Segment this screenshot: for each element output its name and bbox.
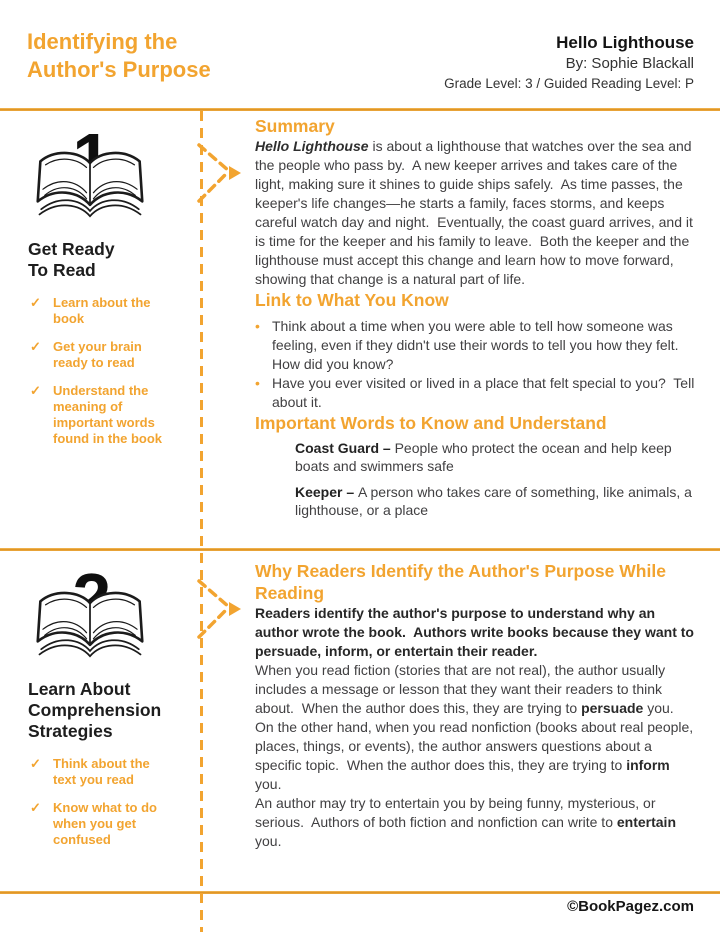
persuade-paragraph (255, 661, 695, 718)
dashed-arrow-icon (196, 142, 244, 204)
paragraph-text: When you read fiction (stories that are not real), the author usually includes a message or lesson that they want their readers to think about. When the author does this, they are trying to (255, 662, 669, 716)
section2-content (255, 555, 698, 851)
check-icon: ✓ (30, 295, 41, 310)
section1-checklist (27, 295, 197, 447)
checklist-item (27, 383, 197, 447)
check-icon: ✓ (30, 756, 41, 771)
definition-text: People who protect the ocean and help keep boats and swimmers safe (295, 440, 676, 474)
copyright-credit: ©BookPagez.com (567, 898, 694, 915)
page-title: Identifying the Author's Purpose (27, 29, 211, 82)
open-book-icon (29, 563, 151, 671)
divider-top (0, 108, 720, 111)
word-definitions (255, 439, 695, 519)
important-words-heading: Important Words to Know and Understand (255, 413, 607, 433)
link-heading: Link to What You Know (255, 290, 449, 310)
section2-heading: Why Readers Identify the Author's Purpose While Reading (255, 561, 666, 603)
paragraph-text: you. (255, 757, 674, 792)
definition-item (295, 483, 695, 519)
paragraph-text: you. (255, 814, 680, 849)
definition-term: Coast Guard – (295, 440, 395, 456)
summary-text: is about a lighthouse that watches over the sea and the people who pass by. A new keeper arrives and takes care of the light, making sure it shines to guide ships safely. As time passes, the keeper's life changes—he starts a family, faces storms, and keeps careful watch day and night. Eventually, the coast guard arrives, and it is time for the keeper and his family to leave. Both the keeper and the lighthouse must accept this change and learn how to move forward, showing that change is a natural part of life. (255, 138, 697, 287)
book-title-inline: Hello Lighthouse (255, 138, 369, 154)
summary-paragraph (255, 137, 695, 289)
check-icon: ✓ (30, 339, 41, 354)
entertain-paragraph (255, 794, 695, 851)
link-bullet-list (255, 317, 699, 412)
checklist-item-label: Think about the text you read (53, 756, 150, 787)
bullet-item-text: Have you ever visited or lived in a place that felt special to you? Tell about it. (272, 375, 699, 410)
section2-checklist (27, 756, 197, 848)
bullet-icon: • (255, 375, 260, 391)
book-title: Hello Lighthouse (556, 33, 694, 52)
keyword-inform: inform (626, 757, 670, 773)
section1-content (255, 115, 699, 527)
definition-term: Keeper – (295, 484, 359, 500)
checklist-item (27, 295, 197, 327)
divider-bottom (0, 891, 720, 894)
divider-middle (0, 548, 720, 551)
summary-heading: Summary (255, 116, 335, 136)
inform-paragraph (255, 718, 698, 794)
checklist-item-label: Learn about the book (53, 295, 151, 326)
checklist-item-label: Get your brain ready to read (53, 339, 142, 370)
bullet-item (255, 317, 695, 374)
checklist-item-label: Know what to do when you get confused (53, 800, 157, 847)
check-icon: ✓ (30, 800, 41, 815)
book-meta (444, 33, 694, 92)
bullet-item (255, 374, 699, 412)
checklist-item (27, 339, 197, 371)
section2-sidebar (27, 555, 197, 860)
bullet-item-text: Think about a time when you were able to tell how someone was feeling, even if they didn't use their words to tell you how they felt. How did you know? (272, 318, 687, 372)
keyword-persuade: persuade (581, 700, 644, 716)
dashed-column-divider (200, 111, 203, 932)
dashed-arrow-icon (196, 578, 244, 640)
definition-item (295, 439, 695, 475)
book-author: By: Sophie Blackall (565, 55, 694, 72)
section1-left-title: Get Ready To Read (28, 239, 115, 280)
checklist-item-label: Understand the meaning of important words found in the book (53, 383, 163, 446)
section1-sidebar (27, 115, 197, 459)
book-grade-level: Grade Level: 3 / Guided Reading Level: P (444, 76, 694, 91)
section2-left-title: Learn About Comprehension Strategies (28, 679, 162, 741)
keyword-entertain: entertain (616, 814, 676, 830)
paragraph-text: you. (643, 700, 674, 716)
checklist-item (27, 756, 197, 788)
intro-paragraph: Readers identify the author's purpose to understand why an author wrote the book. Authors write books because they want to persuade, inform, or entertain their reader. (255, 605, 698, 659)
check-icon: ✓ (30, 383, 41, 398)
open-book-icon (29, 123, 151, 231)
paragraph-text: On the other hand, when you read nonfiction (books about real people, places, things, or events), the author answers questions about a specific topic. When the author does this, they are trying to (255, 719, 698, 773)
definition-text: A person who takes care of something, like animals, a lighthouse, or a place (295, 484, 696, 518)
checklist-item (27, 800, 197, 848)
paragraph-text: An author may try to entertain you by being funny, mysterious, or serious. Authors of both fiction and nonfiction can write to (255, 795, 660, 830)
bullet-icon: • (255, 318, 260, 334)
